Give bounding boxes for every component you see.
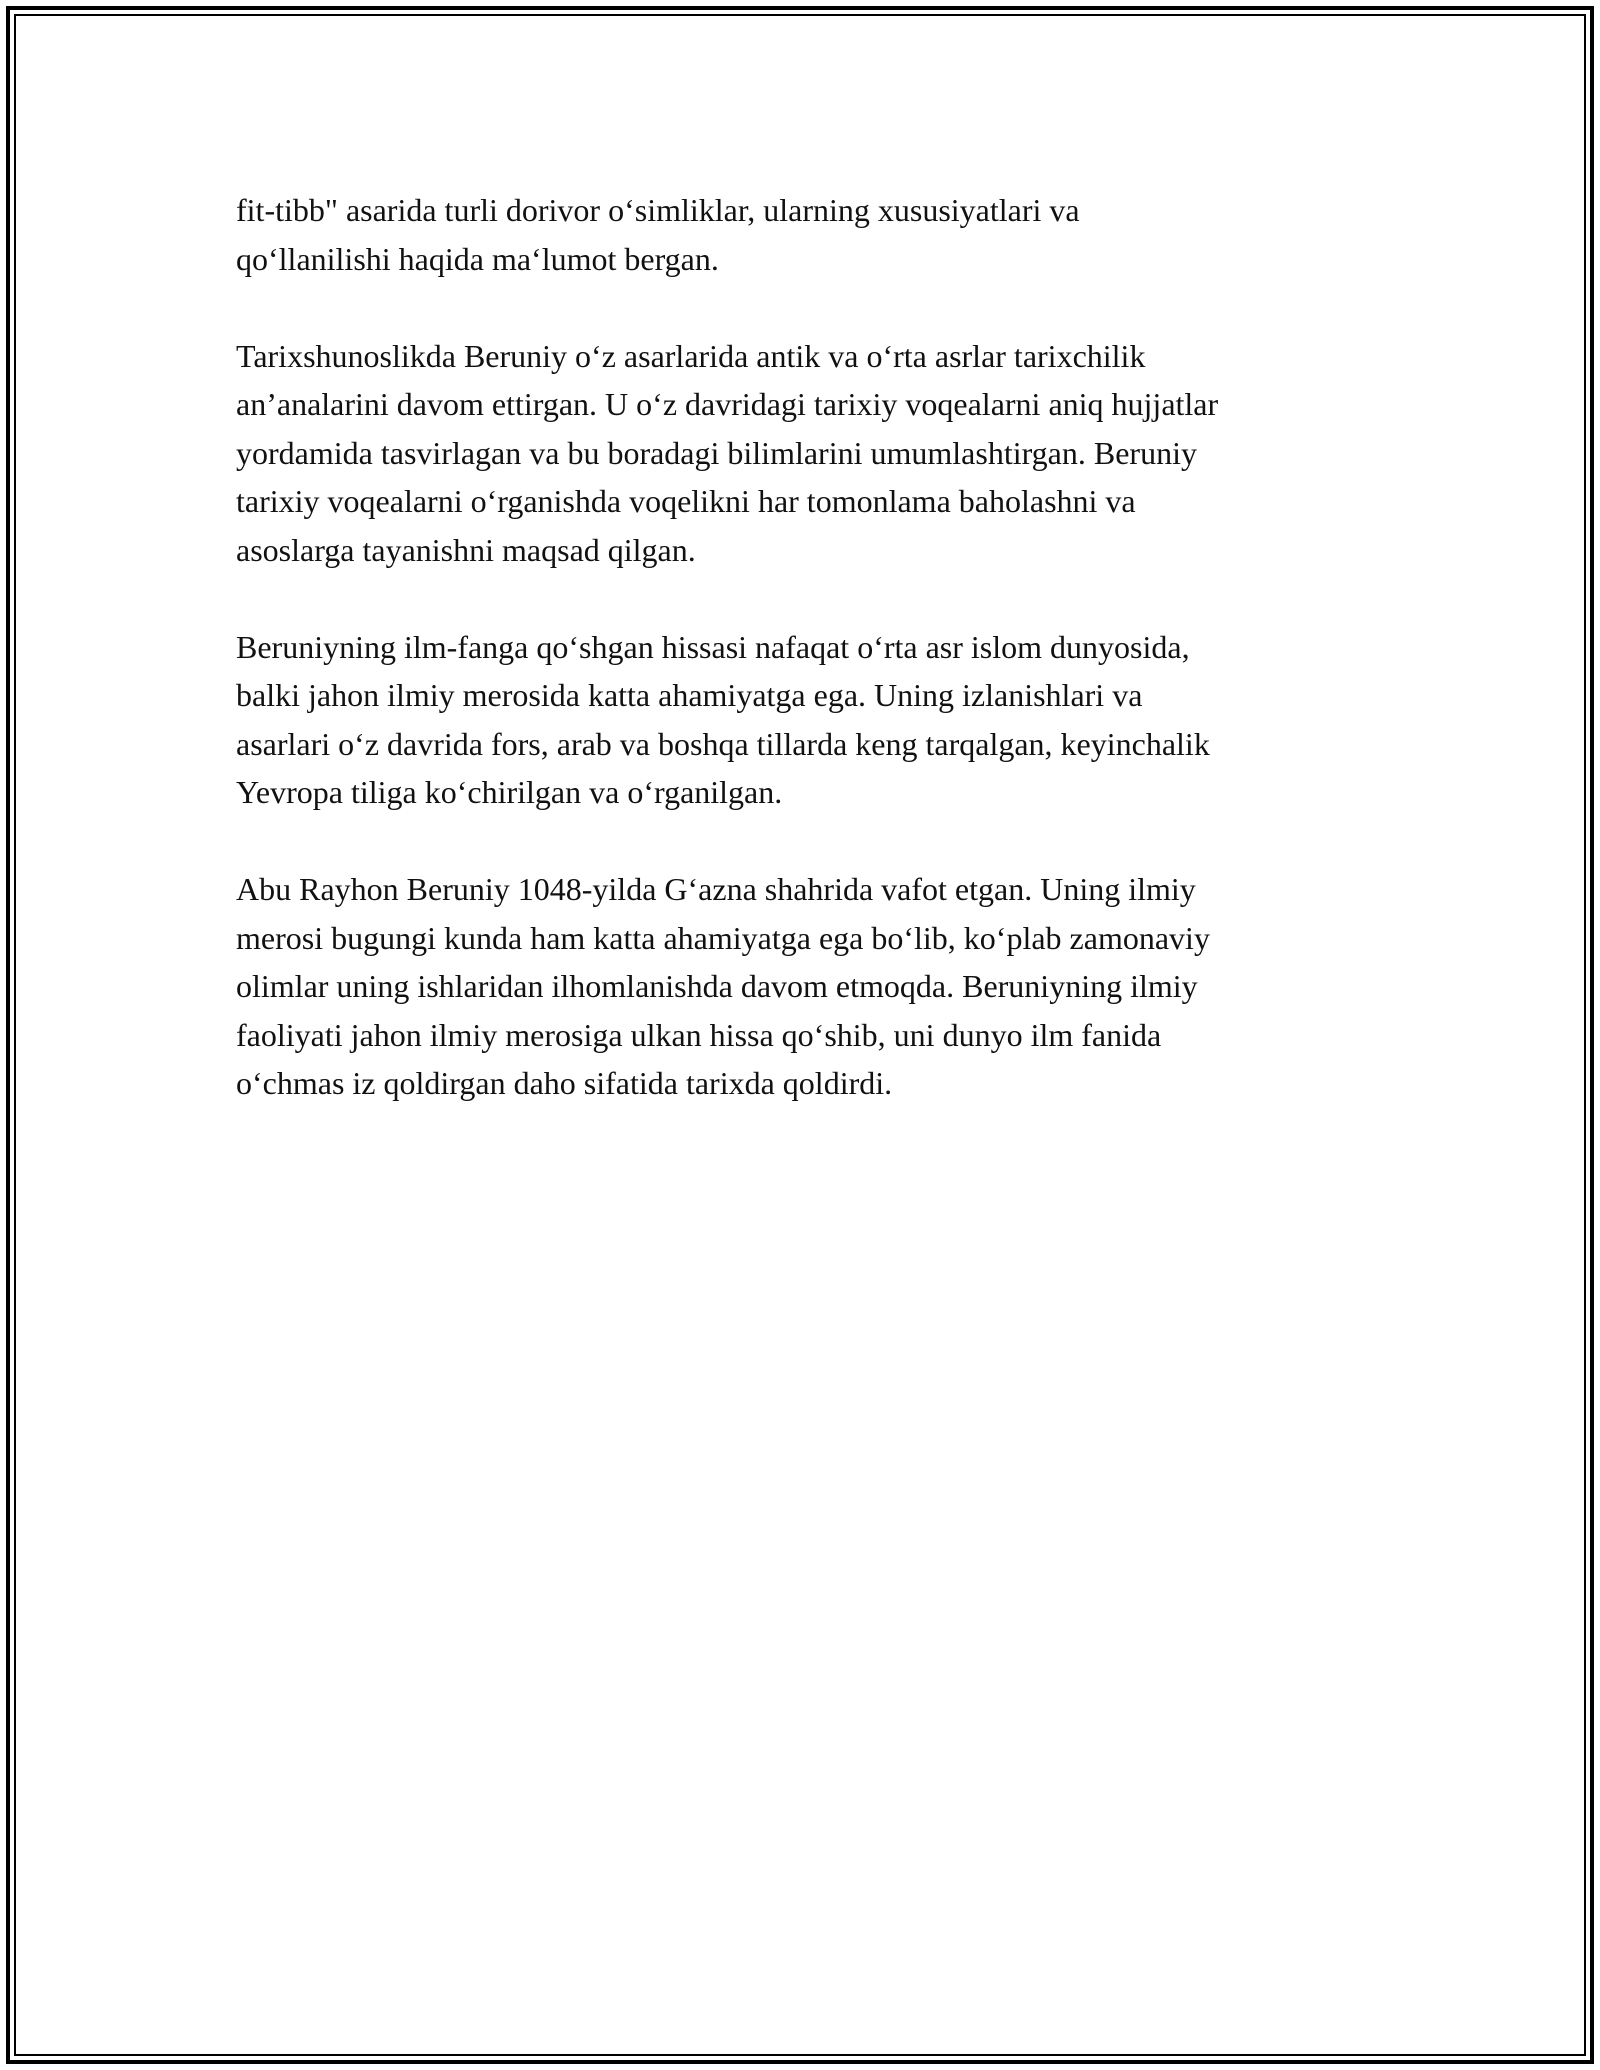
text-line: Beruniyning ilm-fanga qo‘shgan hissasi nafaqat o‘rta asr islom dunyosida, (236, 628, 1190, 665)
paragraph (236, 186, 1376, 283)
text-line: yordamida tasvirlagan va bu boradagi bilimlarini umumlashtirgan. Beruniy (236, 434, 1197, 471)
paragraph (236, 623, 1376, 817)
paragraph (236, 332, 1376, 575)
text-line: faoliyati jahon ilmiy merosiga ulkan hissa qo‘shib, uni dunyo ilm fanida (236, 1016, 1162, 1053)
text-line: merosi bugungi kunda ham katta ahamiyatga ega bo‘lib, ko‘plab zamonaviy (236, 919, 1210, 956)
text-line: fit-tibb" asarida turli dorivor o‘simliklar, ularning xususiyatlari va (236, 192, 1080, 228)
text-line: tarixiy voqealarni o‘rganishda voqelikni har tomonlama baholashni va (236, 483, 1136, 519)
text-line: asoslarga tayanishni maqsad qilgan. (236, 531, 696, 568)
document-body (236, 186, 1376, 1156)
text-line: o‘chmas iz qoldirgan daho sifatida tarixda qoldirdi. (236, 1065, 893, 1101)
text-line: olimlar uning ishlaridan ilhomlanishda davom etmoqda. Beruniyning ilmiy (236, 968, 1198, 1004)
text-line: an’analarini davom ettirgan. U o‘z davridagi tarixiy voqealarni aniq hujjatlar (236, 386, 1219, 422)
text-line: qo‘llanilishi haqida ma‘lumot bergan. (236, 240, 719, 277)
text-line: balki jahon ilmiy merosida katta ahamiyatga ega. Uning izlanishlari va (236, 677, 1143, 713)
text-line: Yevropa tiliga ko‘chirilgan va o‘rganilgan. (236, 774, 783, 810)
text-line: asarlari o‘z davrida fors, arab va boshqa tillarda keng tarqalgan, keyinchalik (236, 725, 1210, 762)
text-line: Abu Rayhon Beruniy 1048-yilda G‘azna shahrida vafot etgan. Uning ilmiy (236, 871, 1196, 907)
paragraph (236, 865, 1376, 1108)
text-line: Tarixshunoslikda Beruniy o‘z asarlarida antik va o‘rta asrlar tarixchilik (236, 337, 1146, 374)
